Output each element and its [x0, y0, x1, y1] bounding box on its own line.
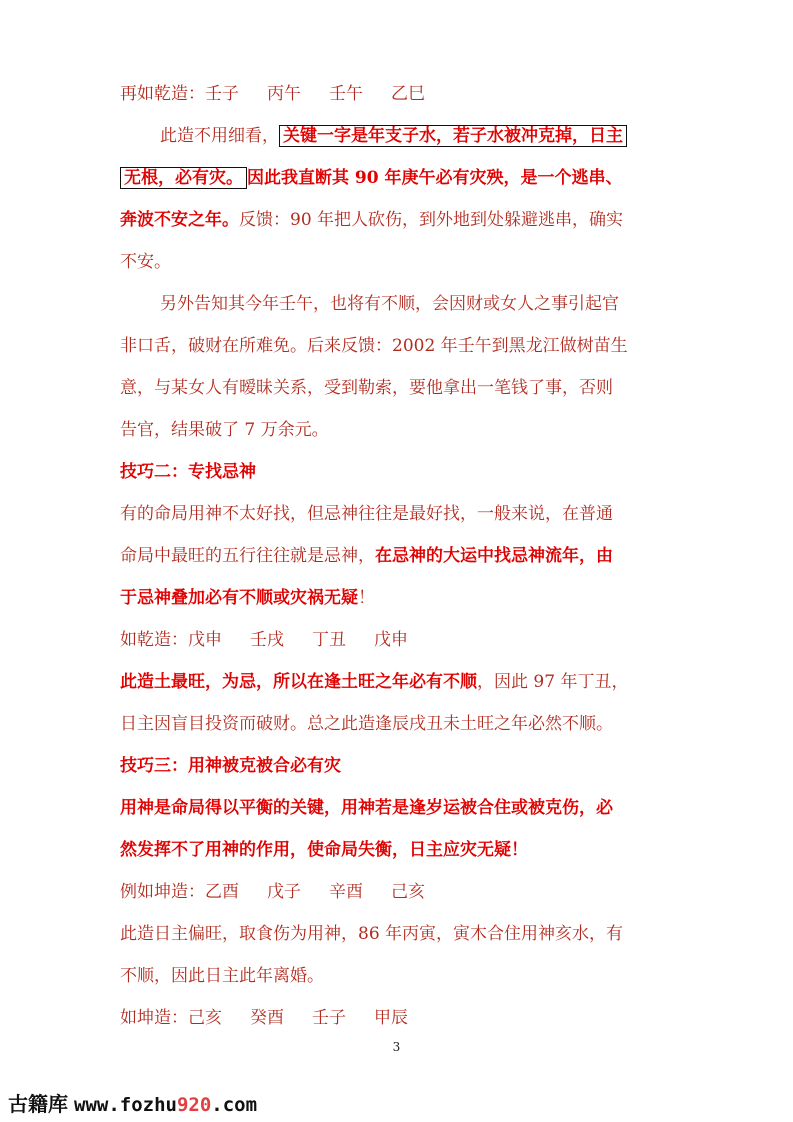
text-line: 如坤造：己亥 癸酉 壬子 甲辰 [120, 1008, 408, 1028]
text-line: 用神是命局得以平衡的关键，用神若是逢岁运被合住或被克伤，必 [120, 798, 613, 818]
text-line: 此造土最旺，为忌，所以在逢土旺之年必有不顺，因此 97 年丁丑， [120, 672, 629, 692]
page-number: 3 [392, 1040, 401, 1054]
text-line: 如乾造：戊申 壬戌 丁丑 戊申 [120, 630, 408, 650]
text-line: 意，与某女人有暧昧关系，受到勒索，要他拿出一笔钱了事，否则 [120, 378, 613, 398]
text-line: 有的命局用神不太好找，但忌神往往是最好找，一般来说，在普通 [120, 504, 613, 524]
text-line: 命局中最旺的五行往往就是忌神，在忌神的大运中找忌神流年，由 [120, 546, 613, 566]
text-line: 此造不用细看， 关键一字是年支子水，若子水被冲克掉，日主 [160, 124, 705, 148]
text-line: 例如坤造：乙酉 戊子 辛酉 己亥 [120, 882, 425, 902]
text-line: 奔波不安之年。反馈：90 年把人砍伤，到外地到处躲避逃串，确实 [120, 210, 624, 230]
text-line: 日主因盲目投资而破财。总之此造逢辰戌丑未土旺之年必然不顺。 [120, 714, 613, 734]
watermark-footer [8, 1088, 257, 1117]
text-line: 非口舌，破财在所难免。后来反馈：2002 年壬午到黑龙江做树苗生 [120, 336, 628, 356]
text-line: 此造日主偏旺，取食伤为用神，86 年丙寅，寅木合住用神亥水，有 [120, 924, 624, 944]
text-line: 另外告知其今年壬午，也将有不顺，会因财或女人之事引起官 [160, 294, 619, 314]
text-line: 告官，结果破了 7 万余元。 [120, 420, 329, 440]
text-line: 再如乾造：壬子 丙午 壬午 乙巳 [120, 84, 425, 104]
text-line: 不安。 [120, 252, 171, 272]
text-line: 无根，必有灾。 因此我直断其 90 年庚午必有灾殃，是一个逃串、 [120, 166, 665, 190]
site-url: www.fozhu920.com [74, 1094, 258, 1116]
text-line: 于忌神叠加必有不顺或灾祸无疑！ [120, 588, 375, 608]
site-name: 古籍库 [8, 1092, 68, 1116]
text-line: 不顺，因此日主此年离婚。 [120, 966, 324, 986]
boxed-emphasis: 关键一字是年支子水，若子水被冲克掉，日主 [279, 125, 627, 147]
text-line: 然发挥不了用神的作用，使命局失衡，日主应灾无疑！ [120, 840, 528, 860]
section-heading: 技巧三：用神被克被合必有灾 [120, 756, 341, 776]
boxed-emphasis: 无根，必有灾。 [120, 167, 247, 189]
section-heading: 技巧二：专找忌神 [120, 462, 256, 482]
